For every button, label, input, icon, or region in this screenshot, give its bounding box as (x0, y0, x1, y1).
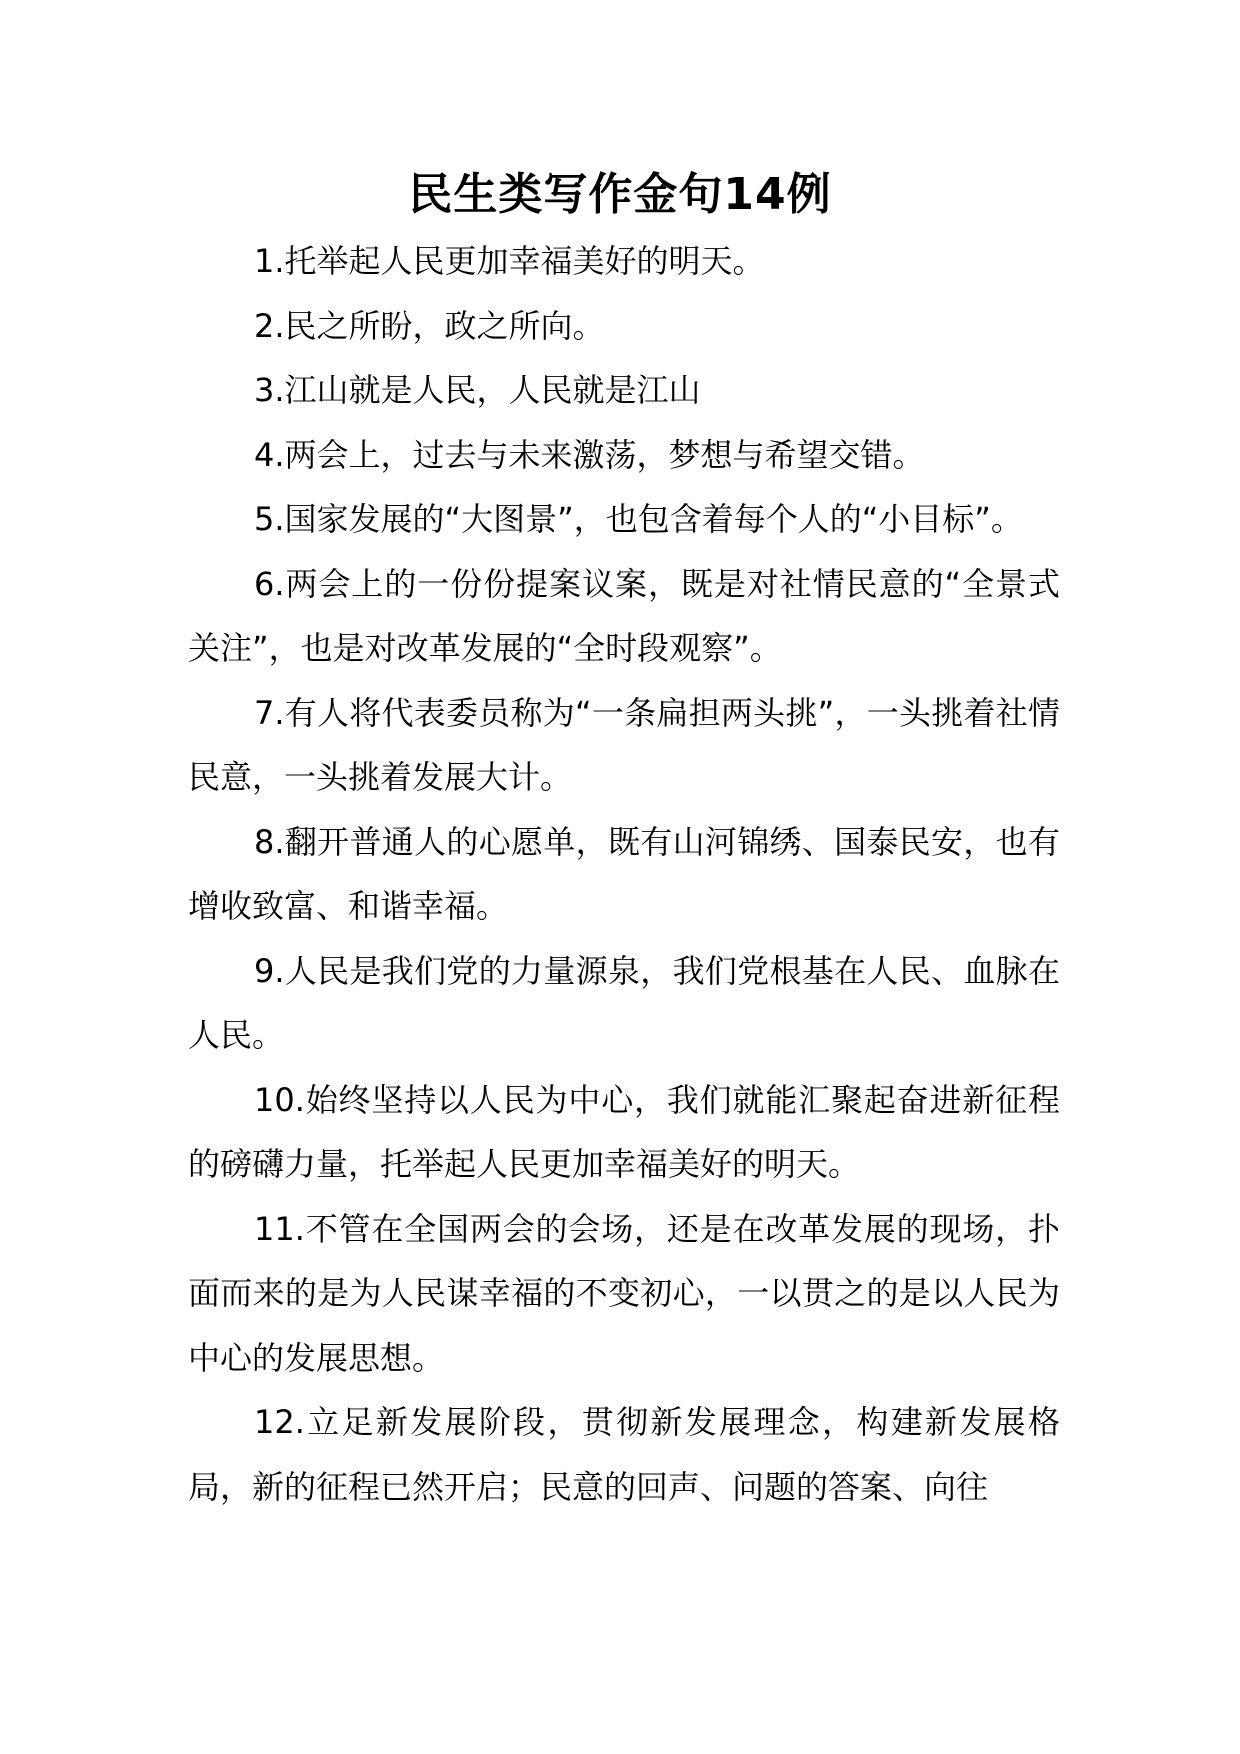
paragraph-7: 7.有人将代表委员称为“一条扁担两头挑”，一头挑着社情民意，一头挑着发展大计。 (188, 693, 1060, 796)
paragraph-9: 9.人民是我们党的力量源泉，我们党根基在人民、血脉在人民。 (188, 951, 1060, 1054)
paragraph-3: 3.江山就是人民，人民就是江山 (254, 371, 701, 409)
paragraph-11: 11.不管在全国两会的会场，还是在改革发展的现场，扑面而来的是为人民谋幸福的不变初心，一以贯之的是以人民为中心的发展思想。 (188, 1209, 1060, 1377)
paragraph-4: 4.两会上，过去与未来激荡，梦想与希望交错。 (254, 435, 925, 474)
paragraph-2: 2.民之所盼，政之所向。 (254, 306, 605, 345)
paragraph-6: 6.两会上的一份份提案议案，既是对社情民意的“全景式关注”，也是对改革发展的“全时段观察”。 (188, 564, 1060, 667)
paragraph-10: 10.始终坚持以人民为中心，我们就能汇聚起奋进新征程的磅礴力量，托举起人民更加幸福美好的明天。 (188, 1080, 1060, 1183)
paragraph-1: 1.托举起人民更加幸福美好的明天。 (254, 242, 765, 280)
paragraph-12: 12.立足新发展阶段，贯彻新发展理念，构建新发展格局，新的征程已然开启；民意的回声、问题的答案、向往 (188, 1403, 1060, 1506)
paragraph-5: 5.国家发展的“大图景”，也包含着每个人的“小目标”。 (254, 500, 1023, 538)
paragraph-8: 8.翻开普通人的心愿单，既有山河锦绣、国泰民安，也有增收致富、和谐幸福。 (188, 822, 1060, 925)
document-body (188, 229, 1060, 1519)
document-title: 民生类写作金句14例 (408, 169, 832, 220)
